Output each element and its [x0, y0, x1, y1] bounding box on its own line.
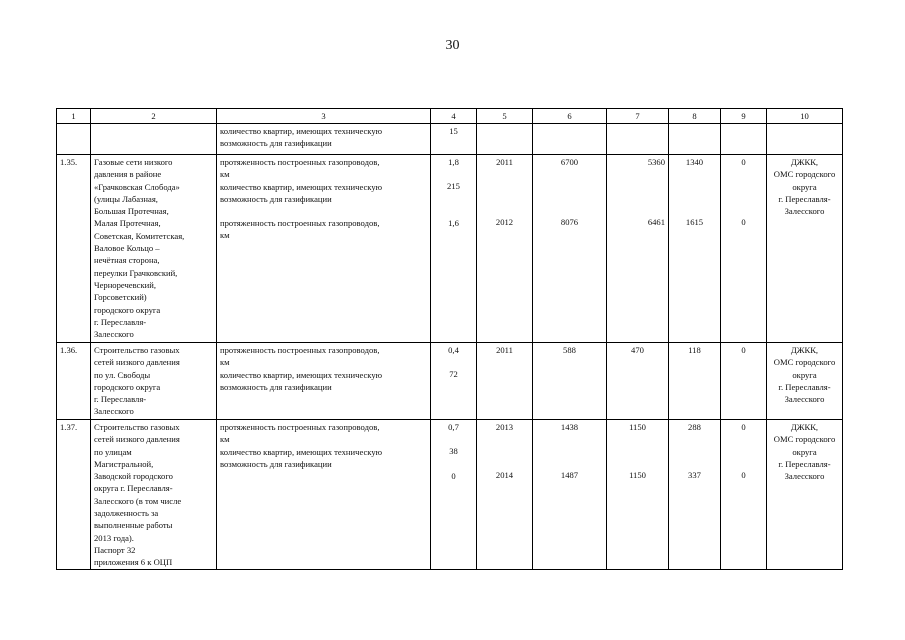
year-cell: [477, 420, 533, 570]
budget-value: 6461: [647, 217, 665, 228]
responsible-text: ДЖКК, ОМС городского округа г. Переславля- Залесского: [773, 345, 836, 405]
object-name-cell: [91, 343, 217, 420]
header-cell: 2: [91, 109, 217, 124]
header-row: [57, 109, 843, 124]
budget-cell: [607, 155, 669, 343]
object-name: Газовые сети низкого давления в районе «Грачковская Слобода» (улицы Лабазная, Большая Протечная, Малая Протечная, Советская, Комитетская, Валовое Кольцо – нечётная сторона, переулки Грачковский, Черноречевский, Горсоветский) городского округа г. Переславля- Залесского: [94, 157, 185, 340]
indicator-text: протяженность построенных газопроводов, км: [220, 345, 380, 368]
table-row: [57, 343, 843, 420]
table-row: [57, 155, 843, 343]
year-value: 2011: [496, 157, 513, 167]
indicator-value: 72: [449, 369, 458, 380]
other-source-cell: [721, 420, 767, 570]
budget-cell: [607, 420, 669, 570]
responsible-cell: [767, 124, 843, 155]
header-cell: 10: [767, 109, 843, 124]
indicator-text: количество квартир, имеющих техническую возможность для газификации: [220, 181, 383, 204]
local-budget-cell: [669, 124, 721, 155]
total-cell: [533, 343, 607, 420]
indicator-value-cell: [431, 124, 477, 155]
total-cell: [533, 420, 607, 570]
indicator-value: 1,8: [448, 157, 459, 167]
header-cell: 9: [721, 109, 767, 124]
object-name: Строительство газовых сетей низкого давления по ул. Свободы городского округа г. Переславля- Залесского: [94, 345, 180, 417]
other-source-cell: [721, 343, 767, 420]
local-budget-cell: [669, 343, 721, 420]
budget-cell: [607, 124, 669, 155]
row-number-cell: 1.37.: [57, 420, 91, 570]
indicator-value: 0,7: [448, 422, 459, 432]
local-budget-value: 288: [688, 422, 701, 432]
other-source-value: 0: [741, 422, 746, 432]
other-source-value: 0: [741, 470, 746, 481]
total-value: 8076: [560, 217, 579, 228]
indicator-text: протяженность построенных газопроводов, км: [220, 157, 380, 180]
indicator-value-cell: [431, 420, 477, 570]
responsible-text: ДЖКК, ОМС городского округа г. Переславля- Залесского: [773, 157, 836, 217]
object-name-cell: [91, 155, 217, 343]
indicator-value: 215: [447, 181, 460, 192]
total-cell: [533, 155, 607, 343]
local-budget-cell: [669, 155, 721, 343]
local-budget-value: 337: [688, 470, 701, 481]
responsible-cell: [767, 155, 843, 343]
indicator-cell: [217, 124, 431, 155]
row-number-cell: 1.35.: [57, 155, 91, 343]
budget-value: 470: [631, 345, 644, 355]
responsible-cell: [767, 420, 843, 570]
responsible-cell: [767, 343, 843, 420]
indicator-text: количество квартир, имеющих техническую возможность для газификации: [220, 446, 383, 469]
year-cell: [477, 155, 533, 343]
indicator-value: 38: [449, 446, 458, 457]
other-source-value: 0: [741, 217, 746, 228]
object-name-cell: [91, 124, 217, 155]
year-cell: [477, 124, 533, 155]
header-cell: 7: [607, 109, 669, 124]
indicator-text: количество квартир, имеющих техническую возможность для газификации: [220, 369, 383, 392]
header-cell: 1: [57, 109, 91, 124]
local-budget-value: 118: [688, 345, 701, 355]
local-budget-value: 1615: [685, 217, 704, 228]
header-cell: 5: [477, 109, 533, 124]
object-name-cell: [91, 420, 217, 570]
indicator-text: протяженность построенных газопроводов, км: [220, 422, 380, 445]
row-number-cell: [57, 124, 91, 155]
indicator-cell: [217, 343, 431, 420]
other-source-value: 0: [741, 345, 746, 355]
budget-value: 1150: [629, 422, 646, 432]
indicator-value: 1,6: [448, 217, 459, 228]
indicator-cell: [217, 155, 431, 343]
local-budget-cell: [669, 420, 721, 570]
total-value: 588: [563, 345, 576, 355]
indicator-value: 15: [449, 126, 458, 136]
year-cell: [477, 343, 533, 420]
total-value: 1487: [560, 470, 579, 481]
indicator-value-cell: [431, 155, 477, 343]
header-cell: 6: [533, 109, 607, 124]
indicator-cell: [217, 420, 431, 570]
responsible-text: ДЖКК, ОМС городского округа г. Переславля- Залесского: [773, 422, 836, 482]
year-value: 2011: [496, 345, 513, 355]
year-value: 2014: [495, 470, 514, 481]
year-value: 2013: [495, 422, 514, 432]
budget-value: 5360: [647, 157, 665, 167]
header-cell: 8: [669, 109, 721, 124]
row-number-cell: 1.36.: [57, 343, 91, 420]
header-cell: 4: [431, 109, 477, 124]
local-budget-value: 1340: [685, 157, 704, 167]
table-row: [57, 124, 843, 155]
total-value: 6700: [560, 157, 579, 167]
indicator-text: количество квартир, имеющих техническую возможность для газификации: [220, 126, 383, 149]
total-cell: [533, 124, 607, 155]
object-name: Строительство газовых сетей низкого давления по улицам Магистральной, Заводской городского округа г. Переславля- Залесского (в том числе задолженность за выполненные работы 2013 года). Паспорт 32 приложения 6 к ОЦП: [94, 422, 182, 568]
budget-value: 1150: [629, 470, 646, 481]
program-table: [56, 108, 843, 570]
page-number: 30: [445, 38, 460, 53]
budget-cell: [607, 343, 669, 420]
table-row: [57, 420, 843, 570]
total-value: 1438: [560, 422, 579, 432]
header-cell: 3: [217, 109, 431, 124]
indicator-value: 0,4: [448, 345, 459, 355]
other-source-cell: [721, 124, 767, 155]
year-value: 2012: [495, 217, 514, 228]
other-source-cell: [721, 155, 767, 343]
indicator-value-cell: [431, 343, 477, 420]
other-source-value: 0: [741, 157, 746, 167]
indicator-value: 0: [451, 470, 456, 481]
indicator-text: протяженность построенных газопроводов, км: [220, 218, 380, 241]
